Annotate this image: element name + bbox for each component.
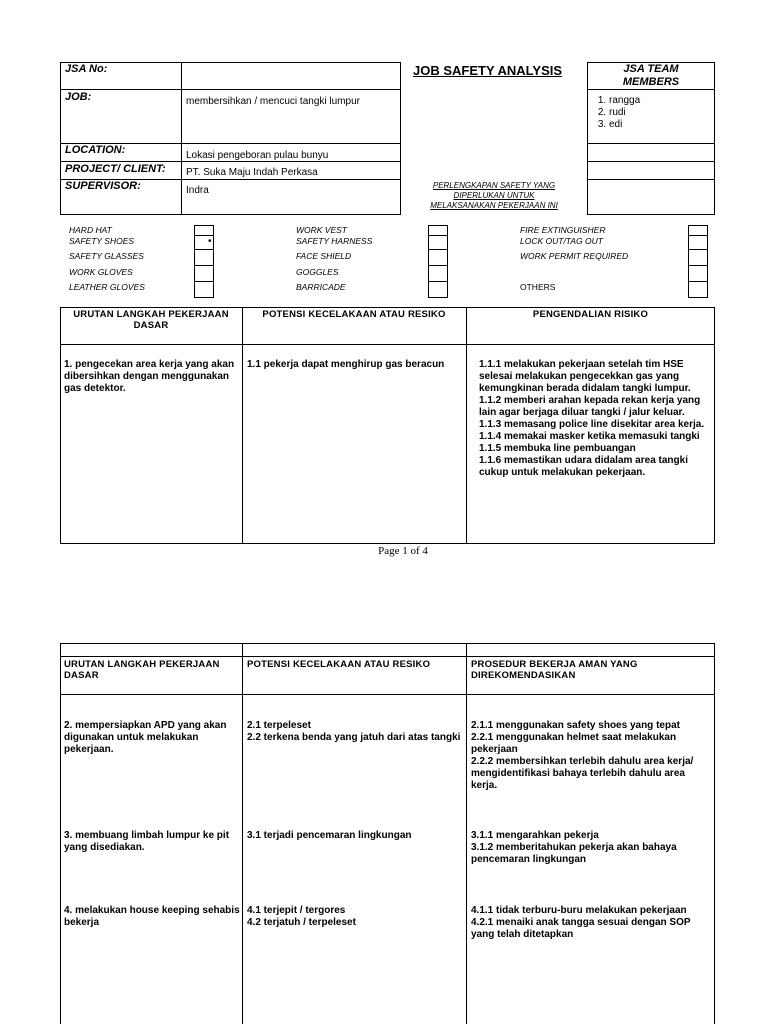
rule [60, 214, 400, 215]
rule [714, 307, 715, 544]
rule [60, 643, 61, 1024]
rule [242, 307, 243, 544]
column-header-procedures: PROSEDUR BEKERJA AMAN YANG DIREKOMENDASIKAN [471, 659, 638, 681]
check-mark-icon: • [208, 236, 212, 247]
hazard-item: 3.1 terjadi pencemaran lingkungan [247, 830, 412, 841]
hazard-cell [247, 359, 463, 371]
rule [60, 643, 715, 644]
ppe-required-line2: DIPERLUKAN UNTUK [453, 191, 535, 200]
ppe-item: BARRICADE [296, 282, 346, 292]
step-cell: 3. membuang limbah lumpur ke pit yang disediakan. [64, 830, 230, 853]
hazard-item: 2.1 terpeleset [247, 720, 311, 731]
rule [60, 161, 400, 162]
project-value: PT. Suka Maju Indah Perkasa [186, 167, 318, 178]
control-cell [471, 905, 711, 941]
team-member: 1. rangga [609, 95, 640, 107]
team-title [588, 63, 714, 89]
control-item: 3.1.1 mengarahkan pekerja [471, 830, 599, 841]
rule [466, 643, 467, 1024]
location-value: Lokasi pengeboran pulau bunyu [186, 150, 329, 161]
ppe-item: WORK PERMIT REQUIRED [520, 251, 629, 261]
job-label: JOB: [65, 91, 92, 103]
rule [60, 307, 715, 308]
supervisor-label: SUPERVISOR: [65, 180, 141, 192]
ppe-required-note [404, 181, 584, 211]
rule [400, 62, 401, 215]
rule [587, 179, 714, 180]
control-item: 1.1.2 memberi arahan kepada rekan kerja yang lain agar berjaga diluar tangki / jalur keluar. [479, 395, 701, 418]
rule [60, 307, 61, 544]
control-cell [471, 830, 711, 866]
ppe-item: LOCK OUT/TAG OUT [520, 236, 603, 246]
team-title-line2: MEMBERS [622, 76, 680, 88]
ppe-checkbox[interactable] [688, 265, 708, 282]
control-item: 3.1.2 memberitahukan pekerja akan bahaya pencemaran lingkungan [471, 842, 677, 865]
ppe-checkbox[interactable] [194, 281, 214, 298]
ppe-item: WORK GLOVES [69, 267, 133, 277]
rule [714, 62, 715, 215]
jsa-no-label: JSA No: [65, 63, 108, 75]
rule [587, 143, 714, 144]
team-members-list [589, 95, 640, 131]
ppe-item: SAFETY HARNESS [296, 236, 373, 246]
rule [242, 643, 243, 1024]
rule [587, 214, 714, 215]
control-item: 2.2.2 membersihkan terlebih dahulu area kerja/ mengidentifikasi bahaya terlebih dahulu area kerja. [471, 756, 694, 791]
page-number: Page 1 of 4 [378, 545, 428, 557]
control-item: 1.1.5 membuka line pembuangan [479, 443, 636, 454]
rule [60, 62, 400, 63]
control-item: 2.2.1 menggunakan helmet saat melakukan pekerjaan [471, 732, 677, 755]
control-item: 4.2.1 menaiki anak tangga sesuai dengan SOP yang telah ditetapkan [471, 917, 691, 940]
job-value: membersihkan / mencuci tangki lumpur [186, 96, 360, 107]
ppe-item: SAFETY GLASSES [69, 251, 144, 261]
step-cell: 1. pengecekan area kerja yang akan dibersihkan dengan menggunakan gas detektor. [64, 359, 235, 394]
team-member: 2. rudi [609, 107, 640, 119]
column-header-hazards: POTENSI KECELAKAAN ATAU RESIKO [262, 309, 446, 320]
ppe-item: WORK VEST [296, 225, 348, 235]
column-header-steps: URUTAN LANGKAH PEKERJAAN DASAR [64, 659, 220, 681]
step-cell: 4. melakukan house keeping sehabis bekerja [64, 905, 240, 928]
ppe-item: LEATHER GLOVES [69, 282, 145, 292]
supervisor-value: Indra [186, 185, 209, 196]
document-title: JOB SAFETY ANALYSIS [413, 63, 563, 78]
rule [587, 161, 714, 162]
rule [60, 656, 715, 657]
ppe-item: SAFETY SHOES [69, 236, 135, 246]
ppe-checkbox[interactable] [428, 265, 448, 282]
control-item: 1.1.1 melakukan pekerjaan setelah tim HSE selesai melakukan pengecekkan gas yang kemungkinan berada didalam tangki lumpur. [479, 359, 691, 394]
ppe-item: FACE SHIELD [296, 251, 352, 261]
step-cell: 2. mempersiapkan APD yang akan digunakan untuk melakukan pekerjaan. [64, 720, 227, 755]
hazard-cell [247, 720, 463, 744]
team-member: 3. edi [609, 119, 640, 131]
column-header-controls: PENGENDALIAN RISIKO [532, 309, 649, 320]
rule [181, 62, 182, 215]
hazard-cell [247, 830, 463, 842]
hazard-item: 1.1 pekerja dapat menghirup gas beracun [247, 359, 445, 370]
ppe-checkbox[interactable] [688, 281, 708, 298]
rule [587, 89, 714, 90]
rule [466, 307, 467, 544]
team-title-line1: JSA TEAM [623, 63, 679, 75]
ppe-checkbox[interactable] [428, 249, 448, 266]
column-header-hazards: POTENSI KECELAKAAN ATAU RESIKO [247, 659, 431, 670]
project-label: PROJECT/ CLIENT: [65, 163, 166, 175]
ppe-item: GOGGLES [296, 267, 339, 277]
ppe-required-line1: PERLENGKAPAN SAFETY YANG [432, 181, 556, 190]
column-header-steps: URUTAN LANGKAH PEKERJAAN DASAR [73, 309, 229, 331]
ppe-checkbox[interactable] [194, 249, 214, 266]
ppe-item: FIRE EXTINGUISHER [520, 225, 606, 235]
rule [60, 89, 400, 90]
ppe-checkbox[interactable] [428, 281, 448, 298]
hazard-cell [247, 905, 463, 929]
ppe-item: OTHERS [520, 282, 556, 292]
rule [60, 62, 61, 215]
rule [60, 694, 715, 695]
control-cell [471, 720, 711, 792]
ppe-checkbox[interactable] [194, 265, 214, 282]
ppe-checkbox[interactable] [688, 235, 708, 250]
rule [60, 344, 715, 345]
rule [714, 643, 715, 1024]
rule [60, 543, 715, 544]
hazard-item: 2.2 terkena benda yang jatuh dari atas tangki [247, 732, 461, 743]
control-item: 4.1.1 tidak terburu-buru melakukan pekerjaan [471, 905, 687, 916]
hazard-item: 4.1 terjepit / tergores [247, 905, 346, 916]
ppe-required-line3: MELAKSANAKAN PEKERJAAN INI [430, 201, 558, 210]
ppe-checkbox[interactable] [688, 249, 708, 266]
control-item: 1.1.3 memasang police line disekitar area kerja. [479, 419, 705, 430]
ppe-item: HARD HAT [69, 225, 112, 235]
location-label: LOCATION: [65, 144, 126, 156]
control-item: 2.1.1 menggunakan safety shoes yang tepat [471, 720, 680, 731]
control-item: 1.1.6 memastikan udara didalam area tangki cukup untuk melakukan pekerjaan. [479, 455, 688, 478]
hazard-item: 4.2 terjatuh / terpeleset [247, 917, 356, 928]
control-cell [479, 359, 711, 479]
ppe-checkbox[interactable] [194, 235, 214, 250]
ppe-checkbox[interactable] [428, 235, 448, 250]
control-item: 1.1.4 memakai masker ketika memasuki tangki [479, 431, 700, 442]
